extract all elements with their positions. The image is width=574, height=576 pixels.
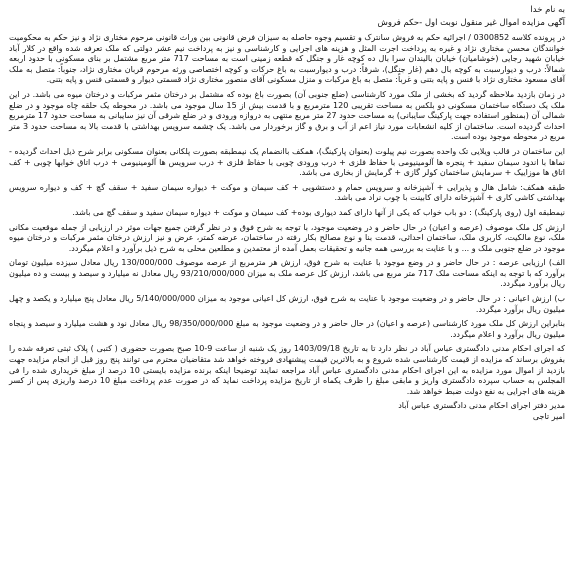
invocation-text: به نام خدا (530, 5, 565, 15)
notice-title: آگهی مزایده اموال غیر منقول نوبت اول -حکم فروش (377, 18, 565, 28)
paragraph-building-details: این ساختمان در قالب ویلایی تک واحده بصورت نیم پیلوت (بعنوان پارکینگ)، همکف باانضمام یک نیمطبقه بصورت پلکانی بعنوان مسکونی برابر شرح ذیل احداث گردیده - نماها با اندود سیمان سفید + پنجره ها آلومینیومی با حفاظ فلزی + درب ورودی چوبی با حفاظ فلزی + درب سرویس ها آلومینیومی + درب اتاق خوابها چوبی + کف اتاق ها موزاییک + سرمایش ساختمان کولر گازی + گرمایش از بخاری می باشد. (9, 146, 565, 178)
paragraph-auction-terms: که اجرای احکام مدنی دادگستری عباس آباد در نظر دارد تا به تاریخ 1403/09/18 روز یک شنبه از ساعت 9-10 صبح بصورت حضوری ( کتبی ) پلاک ثبتی تعرفه شده را بفروش برساند که مزایده از قیمت کارشناسی شده شروع و به بالاترین قیمت پیشنهادی فروخته خواهد شد متقاضیان محترم می توانند پنج روز قبل از انجام مزایده جهت بازدید از اموال مورد مزایده به این اجرای احکام مدنی دادگستری عباس آباد مراجعه نمایند توضیحا اینکه برنده مزایده بایستی 10 درصد از مبلغ خریداری شده را فی المجلس به حساب سپرده دادگستری واریز و مابقی مبلغ را ظرف یکماه از تاریخ مزایده پرداخت نماید که در صورت عدم پرداخت مبلغ 10 درصد واریزی پس از کسر هزینه های اجرایی به نفع دولت ضبط خواهد شد. (9, 344, 565, 396)
paragraph-building-valuation: ب) ارزش اعیانی : در حال حاضر و در وضعیت موجود با عنایت به شرح فوق، ارزش کل اعیانی موجود به میزان 5/140/000/000 ریال معادل پنج میلیارد و یکصد و چهل میلیون ریال برآورد میگردد. (9, 294, 565, 314)
paragraph-site-inspection: در زمان بازدید ملاحظه گردید که بخشی از ملک مورد کارشناسی (ضلع جنوبی آن) بصورت باغ بوده که مشتمل بر درختان مثمر مرکبات و درختان میوه می باشد. در این ملک یک دستگاه ساختمان مسکونی دو بلکس به مساحت تقریبی 120 مترمربع و با قدمت بیش از 15 سال موجود می باشد. در محوطه یک حلقه چاه موجود و در ضلع شمالی آن (بمنظور استفاده جهت پارکینگ سایبانی) به مساحت حدود 27 متر مربع منتهی به دروازه ورودی و در ضلع شرقی آن نیز سایبانی به مساحت حدود 17 مترمربع احداث گردیده است. ساختمان از کلیه انشعابات مورد نیاز اعم از آب و برق و گاز برخوردار می باشد. یک چشمه سرویس بهداشتی با قدمت بالا به مساحت حدود 3 متر مربع در محوطه موجود بوده است. (9, 89, 566, 142)
signature-name: امیر تاجی (532, 412, 565, 421)
paragraph-case-description: در پرونده کلاسه 0300852 / اجرائیه حکم به فروش سانترک و تقسیم وجوه حاصله به سیزان فرض قانونی بین وراث قانونی مرحوم مختاری نژاد و نیز حکم به محکومیت خوانندگان محسن مختاری نژاد و غیره به پرداخت اجرت المثل و هزینه های اجرایی و کارشناسی و نیز به پرداخت نیم عشر دولتی که ملک تعرفه شده واقع در کلار آباد خیابان شهید رجایی (خوشامیان) خیابان بالیندان سرا بال ده کوچه غار و جنگل که قطعه زمینی است به مساحت 717 متر مربع مشتمل بر بنای مسکونی با حدود اربعه شمالاً: درب و دیوارسبت به کوچه بال دهم (غار جنگل)، شرقاً: درب و دیوارسبت به باغ حرکات و کوچه اختصاصی ورثه مرحوم قربان مختاری نژاد، جنوباً: متصل به ملک آقای مسعود مختاری نژاد با فنس و پایه بتنی و غرباً: متصل به باغ مرکبات و منزل مسکونی آقای منصور مختاری نژاد قسمتی دیوار و قسمتی فنس و پایه بتنی. (9, 33, 566, 85)
paragraph-ground-floor: طبقه همکف: شامل هال و پذیرایی + آشپزخانه و سرویس حمام و دستشویی + کف سیمان و موکت + دیواره سیمان سفید + سقف گچ + کف و دیواره سرویس بهداشتی کاشی کاری + آشپزخانه دارای کابینت با چوب نراد می باشد. (9, 182, 565, 203)
paragraph-total-valuation: ارزش کل ملک موصوف (عرصه و اعیان) در حال حاضر و در وضعیت موجود، با توجه به شرح فوق و در نظر گرفتن جمیع جهات موثر در ارزیابی از جمله موقعیت مکانی ملک، نوع مالکیت، کاربری ملک، ساختمان احداثی، قدمت بنا و نوع مصالح بکار رفته در ساختمان، عرضه کمتر، عرض و نیز ارزش درختان مثمر مرکبات و درختان میوه موجود در ضلع جنوبی ملک و ... و با عنایت به بررسی همه جانبه و تحقیقات بعمل آمده از معتمدین و مطلعین محلی به شرح ذیل برآورد و اعلام میگردد. (9, 222, 565, 253)
paragraph-final-value: بنابراین ارزش کل ملک مورد کارشناسی (عرصه و اعیان) در حال حاضر و در وضعیت موجود به مبلغ 98/350/000/000 ریال معادل نود و هشت میلیارد و سیصد و پنجاه میلیون ریال برآورد و اعلام میگردد. (9, 319, 566, 339)
document-header (9, 4, 565, 30)
paragraph-land-valuation: الف) ارزیابی عرصه : در حال حاضر و در وضع موجود با عنایت به شرح فوق، ارزش هر مترمربع از عرصه موصوف 130/000/000 ریال معادل سیزده میلیون تومان برآورد که با توجه به اینکه مساحت ملک 717 متر مربع می باشد، ارزش کل عرصه ملک به میزان 93/210/000/000 ریال معادل نه میلیارد و سیصد و بیست و ده میلیون ریال برآورد میگردد. (9, 258, 565, 289)
signature-block (9, 401, 565, 422)
signature-office: مدیر دفتر اجرای احکام مدنی دادگستری عباس آباد (398, 401, 565, 411)
paragraph-first-mezzanine: نیمطبقه اول (روی پارکینگ) : دو باب خواب که یکی از آنها دارای کمد دیواری بوده+ کف سیمان و موکت + دیواره سیمان سفید و سقف گچ می باشد. (72, 207, 565, 217)
